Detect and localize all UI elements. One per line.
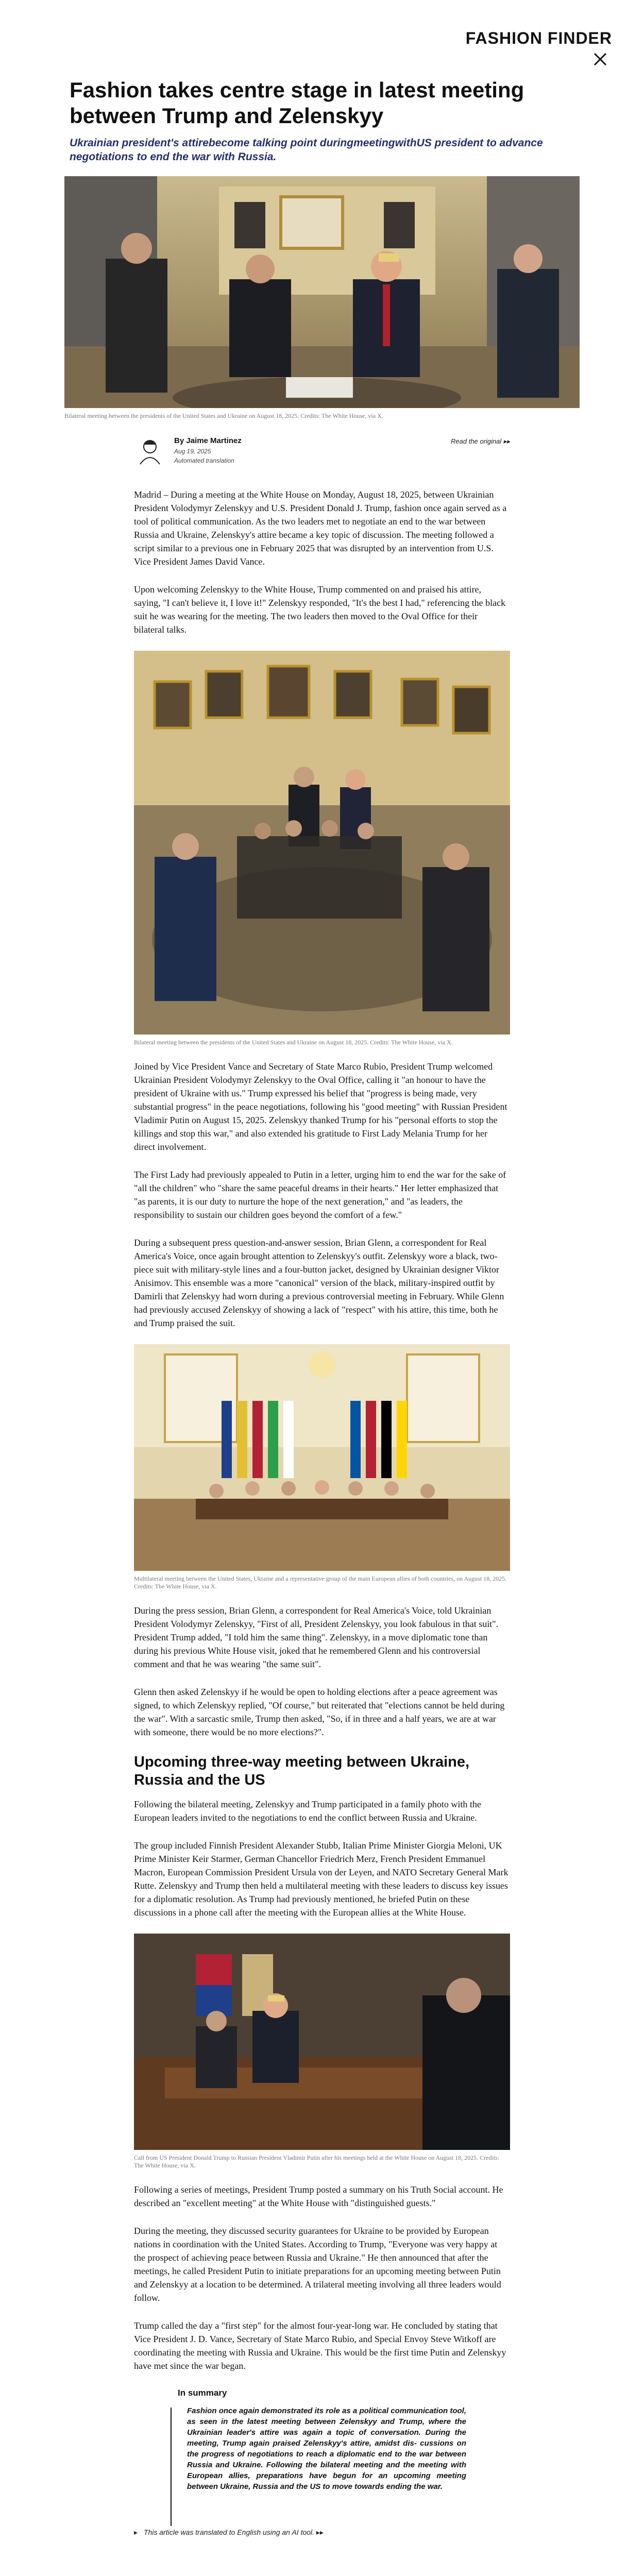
article-body xyxy=(134,431,510,2372)
read-original-label: Read the original xyxy=(451,437,502,445)
publish-date: Aug 19, 2025 xyxy=(174,448,211,455)
summary-text: Fashion once again demonstrated its role as a political communication tool, as seen in the latest meeting between Zelenskyy and Trump, where the Ukrainian leader's attire was again a topic of conversation. During the meeting, Trump again praised Zelenskyy's attire, amidst dis- cussions on the progress of negotiations to reach a diplomatic end to the war between Russia and Ukraine. Following the bilateral meeting and the meeting with European allies, preparations have begun for an upcoming meeting between Ukraine, Russia and the US to move towards ending the war. xyxy=(187,2406,466,2491)
hero-caption: Bilateral meeting between the presidents of the United States and Ukraine on August 18, 2025. Credits: The White House, via X. xyxy=(64,412,383,419)
translation-note: Automated translation xyxy=(174,457,234,464)
article-header xyxy=(64,77,580,420)
paragraph: Upon welcoming Zelenskyy to the White House, Trump commented on and praised his attire, saying, "I can't believe it, I love it!" Zelenskyy responded, "It's the best I had," referencing the black suit he was wearing for the meeting. The two leaders then moved to the Oval Office for their bilateral talks. xyxy=(134,584,506,635)
avatar-icon xyxy=(134,435,166,467)
paragraph: Following the bilateral meeting, Zelenskyy and Trump participated in a family photo with the European leaders invited to the negotiations to end the conflict between Russia and Ukraine. xyxy=(134,1799,481,1823)
photo-multilateral-meeting xyxy=(134,1344,510,1571)
photo-3-caption: Call from US President Donald Trump to Russian President Vladimir Putin after his meetings held at the White House on August 18, 2025. Credits: The White House, via X. xyxy=(134,2154,500,2169)
article-subtitle: Ukrainian president's attirebecome talking point duringmeetingwithUS president to advance negotiations to end the war with Russia. xyxy=(70,137,543,163)
hero-photo-oval-office xyxy=(64,176,580,408)
paragraph: Trump called the day a "first step" for the almost four-year-long war. He concluded by stating that Vice President J. D. Vance, Secretary of State Marco Rubio, and Special Envoy Steve Witkoff are coordinating the meeting with Russia and Ukraine. This would be the first time Putin and Zelenskyy have met since the war began. xyxy=(134,2320,506,2371)
byline xyxy=(134,431,510,488)
close-icon[interactable] xyxy=(592,52,608,67)
summary-divider xyxy=(171,2408,172,2526)
read-original-link[interactable] xyxy=(451,437,510,446)
photo-oval-office-meeting xyxy=(134,651,510,1035)
read-original-arrow-icon: ▸▸ xyxy=(503,437,510,445)
section-heading: Upcoming three-way meeting between Ukraine, Russia and the US xyxy=(134,1754,470,1788)
photo-trump-putin-call xyxy=(134,1934,510,2150)
author-name[interactable]: By Jaime Martinez xyxy=(174,436,242,445)
paragraph: Glenn then asked Zelenskyy if he would be open to holding elections after a peace agreement was signed, to which Zelenskyy replied, "Of course," but reiterated that "elections cannot be held during the war". With a sarcastic smile, Trump then asked, "So, if in three and a half years, we are at war with someone, there would be no more elections?". xyxy=(134,1687,505,1737)
paragraph: The First Lady had previously appealed to Putin in a letter, urging him to end the war for the sake of "all the children" who "share the same peaceful dreams in their hearts." Her letter emphasized that "as parents, it is our duty to nurture the hope of the next generation," and "as leaders, the responsibility to sustain our children goes beyond the comfort of a few." xyxy=(134,1170,506,1220)
paragraph: The group included Finnish President Alexander Stubb, Italian Prime Minister Giorgia Meloni, UK Prime Minister Keir Starmer, German Chancellor Friedrich Merz, French President Emmanuel Macron, European Commission President Ursula von der Leyen, and NATO Secretary General Mark Rutte. Zelenskyy and Trump then held a multilateral meeting with these leaders to discuss key issues for a diplomatic resolution. As Trump had previously mentioned, he briefed Putin on these discussions in a phone call after the meeting with the European allies at the White House. xyxy=(134,1840,509,1918)
paragraph: During a subsequent press question-and-answer session, Brian Glenn, a correspondent for Real America's Voice, once again brought attention to Zelenskyy's outfit. Zelenskyy wore a black, two-piece suit with military-style lines and a four-button jacket, designed by Ukrainian designer Viktor Anisimov. This ensemble was a more "canonical" version of the black, military-inspired outfit by Damirli that Zelenskyy had worn during a previous controversial meeting in February. While Glenn had previously accused Zelenskyy of showing a lack of "respect" with his attire, this time, both he and Trump praised the suit. xyxy=(134,1238,504,1328)
summary-box xyxy=(178,2388,466,2492)
translation-footer xyxy=(134,2528,510,2537)
paragraph: Madrid – During a meeting at the White House on Monday, August 18, 2025, between Ukrainian President Volodymyr Zelenskyy and U.S. President Donald J. Trump, fashion once again served as a tool of political communication. As the two leaders met to negotiate an end to the war between Russia and Ukraine, Zelenskyy's attire became a key topic of discussion. The meeting followed a script similar to a previous one in February 2025 that was disrupted by an intervention from U.S. Vice President James David Vance. xyxy=(134,489,507,567)
photo-2-caption: Multilateral meeting between the United States, Ukraine and a representative group of the main European allies of both countries, on August 18, 2025. Credits: The White House, via X. xyxy=(134,1575,507,1590)
top-bar xyxy=(0,0,644,77)
paragraph: Following a series of meetings, President Trump posted a summary on his Truth Social account. He described an "excellent meeting" at the White House with "distinguished guests." xyxy=(134,2184,503,2208)
paragraph: During the press session, Brian Glenn, a correspondent for Real America's Voice, told Ukrainian President Volodymyr Zelenskyy, "First of all, President Zelenskyy, you look fabulous in that suit". President Trump added, "I told him the same thing". Zelenskyy, in a move diplomatic tone than during his previous White House visit, joked that he remembered Glenn and his controversial comment and that he was wearing "the same suit". xyxy=(134,1605,499,1669)
footer-link-icon[interactable]: ▸▸ xyxy=(316,2528,324,2536)
paragraph: Joined by Vice President Vance and Secretary of State Marco Rubio, President Trump welcomed Ukrainian President Volodymyr Zelenskyy to the Oval Office, calling it "an honour to have the president of Ukraine with us." Trump expressed his belief that "progress is being made, very substantial progress" in the peace negotiations, following his "good meeting" with Russian President Vladimir Putin on August 15, 2025. Zelenskyy thanked Trump for his "personal efforts to stop the killings and stop this war," and also extended his gratitude to First Lady Melania Trump for her direct involvement. xyxy=(134,1061,507,1152)
footer-arrow-icon: ▸ xyxy=(134,2528,138,2536)
photo-1-caption: Bilateral meeting between the presidents of the United States and Ukraine on August 18, 2025. Credits: The White House, via X. xyxy=(134,1039,453,1046)
site-brand[interactable]: FASHION FINDER xyxy=(465,29,612,47)
article-title: Fashion takes centre stage in latest meeting between Trump and Zelenskyy xyxy=(70,78,524,128)
footer-text: This article was translated to English using an AI tool. xyxy=(143,2528,314,2536)
summary-title: In summary xyxy=(178,2388,227,2398)
paragraph: During the meeting, they discussed security guarantees for Ukraine to be provided by European nations in coordination with the United States. According to Trump, "Everyone was very happy at the prospect of achieving peace between Russia and Ukraine." He then announced that after the meetings, he called President Putin to initiate preparations for an upcoming meeting between Putin and Zelenskyy at a location to be determined. A trilateral meeting involving all three leaders would follow. xyxy=(134,2226,501,2303)
